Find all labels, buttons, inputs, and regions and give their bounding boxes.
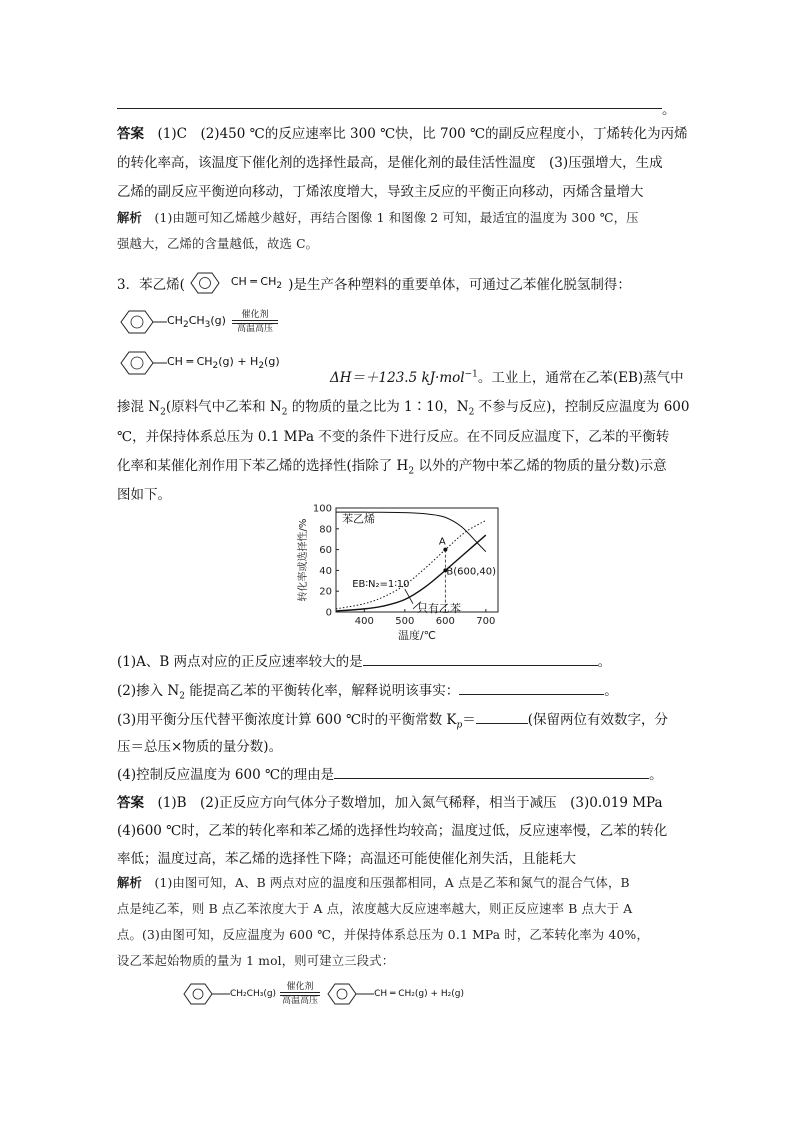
y-axis-label: 转化率或选择性/% [298,518,309,602]
prev-explanation-line1: 解析 (1)由题可知乙烯越少越好，再结合图像 1 和图像 2 可知，最适宜的温度为 300 ℃，压 [117,210,639,225]
answer-label: 答案 [117,795,144,811]
question-4: (4)控制反应温度为 600 ℃的理由是 。 [117,767,663,783]
q3-stem-line [117,270,631,296]
answer-blank-2[interactable] [459,694,604,695]
y-tick-label: 20 [319,586,332,598]
explanation-label: 解析 [117,875,142,890]
x-axis-label: 温度/℃ [397,629,437,640]
prev-answer-line1: 答案 (1)C (2)450 ℃的反应速率比 300 ℃快，比 700 ℃的副反应程度小，丁烯转化为丙烯 [117,126,688,142]
answer-blank-4[interactable] [334,778,649,779]
explanation-line4: 设乙苯起始物质的量为 1 mol，则可建立三段式： [117,954,395,968]
styrene-vinyl: CH ═ $CH_2$ [230,274,283,292]
y-tick-label: 100 [312,503,332,515]
answer-blank-line [117,108,662,109]
benzene-ring-icon [185,270,225,296]
answer-blank-3[interactable] [476,723,528,724]
benzene-ring-icon [117,308,167,336]
x-tick-label: 700 [476,616,496,627]
answer-blank-1[interactable] [363,665,598,666]
q3-para-line3: ℃，并保持体系总压为 0.1 MPa 不变的条件下进行反应。在不同反应温度下，乙苯的平衡转 [117,429,670,445]
question-2: (2)掺入 $N_2$ 能提高乙苯的平衡转化率，解释说明该事实： 。 [117,683,618,702]
reaction-product: CH ═ $CH_2(g) + H_2(g)$ [117,349,280,377]
benzene-ring-icon [180,981,230,1007]
reaction-condition: 催化剂 高温高压 [232,310,278,334]
blank-period: 。 [662,102,676,118]
q3-para-line4: 化率和某催化剂作用下苯乙烯的选择性(指除了 $H_2$ 以外的产物中苯乙烯的物质的量分数)示意 [117,458,667,477]
benzene-ring-icon [117,349,167,377]
enthalpy-line: ΔH＝＋123.5 kJ·mol$^{-1}$。工业上，通常在乙苯(EB)蒸气中 [330,369,684,386]
q3-para-line2: 掺混 $N_2$(原料气中乙苯和 $N_2$ 的物质的量之比为 1∶10，$N_2$ 不参与反应)，控制反应温度为 600 [117,399,690,418]
point-a [443,548,447,552]
styrene-label: 苯乙烯 [342,512,376,526]
y-tick-label: 40 [319,565,332,577]
benzene-ring-icon [324,981,374,1007]
chart-series [336,512,486,611]
prev-answer-line3: 乙烯的副反应平衡逆向移动，丁烯浓度增大，导致主反应的平衡正向移动，丙烯含量增大 [117,184,644,200]
answer-line2: (4)600 ℃时，乙苯的转化率和苯乙烯的选择性均较高；温度过低，反应速率慢，乙苯的转化 [117,823,668,839]
q3-para-line5: 图如下。 [117,487,171,503]
x-tick-label: 600 [435,616,455,627]
x-tick-label: 400 [354,616,374,627]
explanation-line1: 解析 (1)由图可知，A、B 两点对应的温度和压强都相同，A 点是乙苯和氮气的混合气体，B [117,875,630,890]
reaction-reactant: $CH_2CH_3(g)$ 催化剂 高温高压 [117,308,278,336]
pure-eb-label: 只有乙苯 [417,602,461,616]
answer-line3: 率低；温度过高，苯乙烯的选择性下降；高温还可能使催化剂失活，且能耗大 [117,851,576,867]
explanation-line3: 点。(3)由图可知，反应温度为 600 ℃，并保持体系总压为 0.1 MPa 时，乙苯转化率为 40%， [117,928,649,942]
prev-answer-line2: 的转化率高，该温度下催化剂的选择性最高，是催化剂的最佳活性温度 (3)压强增大，生成 [117,155,663,171]
conversion-selectivity-chart [286,500,506,640]
y-tick-label: 0 [325,607,332,619]
explanation-label: 解析 [117,210,142,225]
y-tick-label: 80 [319,524,332,536]
question-3-cont: 压＝总压×物质的量分数)。 [117,739,283,755]
eb-n2-label: EB∶N₂=1∶10 [352,579,410,591]
y-tick-label: 60 [319,545,332,557]
q3-stem-tail: )是生产各种塑料的重要单体，可通过乙苯催化脱氢制得： [288,277,631,293]
point-a-label: A [438,536,446,548]
q3-number: 3．苯乙烯( [117,277,185,293]
answer-label: 答案 [117,126,144,142]
answer-line1: 答案 (1)B (2)正反应方向气体分子数增加，加入氮气稀释，相当于减压 (3)0.019 MPa [117,795,663,811]
question-1: (1)A、B 两点对应的正反应速率较大的是 。 [117,654,612,670]
prev-explanation-line2: 强越大，乙烯的含量越低，故选 C。 [117,237,319,251]
chart-marks [342,512,496,615]
three-stage-equation: CH₂CH₃(g) 催化剂 高温高压 CH ═ CH₂(g) + H₂(g) [180,981,464,1007]
point-b-label: B(600,40) [446,566,497,578]
question-3: (3)用平衡分压代替平衡浓度计算 600 ℃时的平衡常数 $K_p=$ (保留两位有效数字，分 [117,712,668,731]
x-tick-label: 500 [395,616,415,627]
explanation-line2: 点是纯乙苯，则 B 点乙苯浓度大于 A 点，浓度越大反应速率越大，则正反应速率 B 点大于 A [117,902,633,916]
